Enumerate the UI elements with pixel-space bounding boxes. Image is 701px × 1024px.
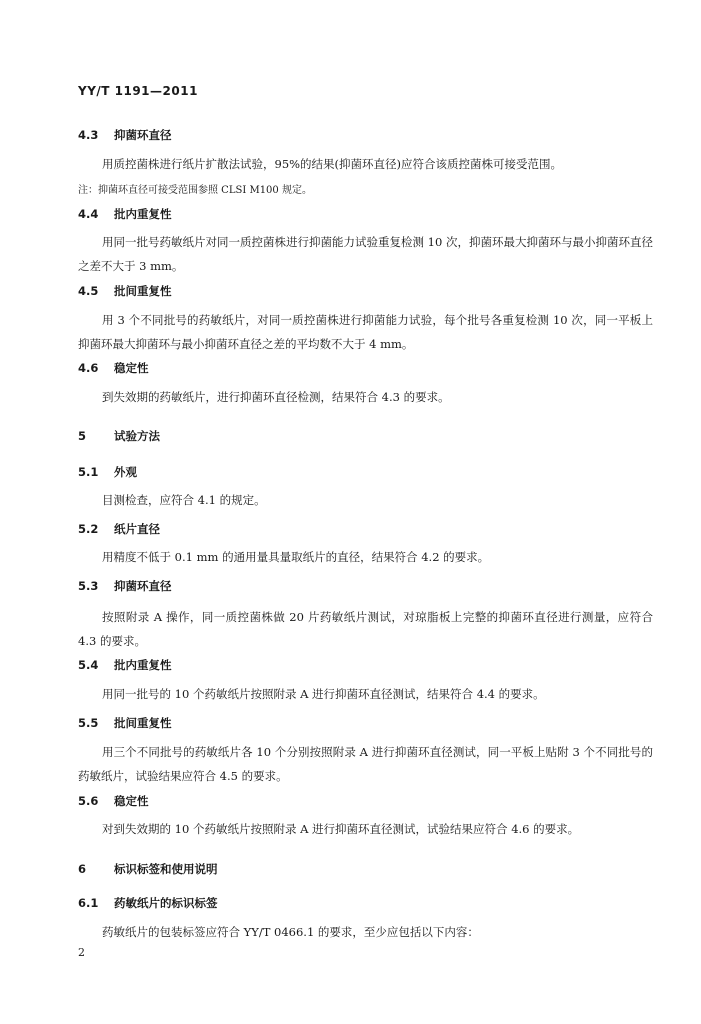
section-title: 批间重复性 [114,716,172,730]
paragraph-5-2: 用精度不低于 0.1 mm 的通用量具量取纸片的直径，结果符合 4.2 的要求。 [102,550,490,564]
paragraph-4-6: 到失效期的药敏纸片，进行抑菌环直径检测，结果符合 4.3 的要求。 [102,390,450,404]
section-title: 稳定性 [114,361,149,375]
section-heading-5 [78,428,160,444]
page-number: 2 [78,946,85,959]
section-number: 4.5 [78,284,99,298]
section-title: 批内重复性 [114,658,172,672]
section-title: 抑菌环直径 [114,579,172,593]
section-number: 6.1 [78,896,99,910]
paragraph-6-1: 药敏纸片的包装标签应符合 YY/T 0466.1 的要求，至少应包括以下内容： [102,925,479,939]
section-number: 5.6 [78,794,99,808]
section-heading-5-1 [78,464,137,480]
section-number: 5.1 [78,465,99,479]
section-number: 5.5 [78,716,99,730]
section-heading-5-5 [78,715,172,731]
paragraph-5-6: 对到失效期的 10 个药敏纸片按照附录 A 进行抑菌环直径测试，试验结果应符合 4.6 的要求。 [102,822,580,836]
section-heading-5-3 [78,578,172,594]
paragraph-5-5: 用三个不同批号的药敏纸片各 10 个分别按照附录 A 进行抑菌环直径测试，同一平板上贴附 3 个不同批号的药敏纸片，试验结果应符合 4.5 的要求。 [78,745,653,783]
paragraph-5-4: 用同一批号的 10 个药敏纸片按照附录 A 进行抑菌环直径测试，结果符合 4.4 的要求。 [102,687,545,701]
section-title: 外观 [114,465,137,479]
section-number: 5.4 [78,658,99,672]
section-title: 稳定性 [114,794,149,808]
section-number: 4.4 [78,207,99,221]
section-title: 批内重复性 [114,207,172,221]
section-title: 试验方法 [114,429,160,443]
document-header: YY/T 1191—2011 [78,84,198,98]
paragraph-5-3: 按照附录 A 操作，同一质控菌株做 20 片药敏纸片测试，对琼脂板上完整的抑菌环直径进行测量，应符合 4.3 的要求。 [78,610,653,648]
section-title: 批间重复性 [114,284,172,298]
section-title: 药敏纸片的标识标签 [114,896,218,910]
section-heading-6 [78,861,218,877]
section-title: 纸片直径 [114,522,160,536]
section-heading-5-4 [78,657,172,673]
section-heading-4-3 [78,127,172,143]
note-4-3: 注：抑菌环直径可接受范围参照 CLSI M100 规定。 [78,185,312,196]
section-heading-4-5 [78,283,172,299]
section-number: 5.2 [78,522,99,536]
paragraph-4-3: 用质控菌株进行纸片扩散法试验，95%的结果(抑菌环直径)应符合该质控菌株可接受范围。 [102,157,563,171]
section-heading-5-2 [78,521,160,537]
section-number: 6 [78,862,87,876]
section-heading-6-1 [78,895,218,911]
section-number: 4.3 [78,128,99,142]
section-title: 标识标签和使用说明 [114,862,218,876]
paragraph-4-4: 用同一批号药敏纸片对同一质控菌株进行抑菌能力试验重复检测 10 次，抑菌环最大抑菌环与最小抑菌环直径之差不大于 3 mm。 [78,235,653,273]
section-number: 5 [78,429,87,443]
section-heading-5-6 [78,793,149,809]
paragraph-5-1: 目测检查，应符合 4.1 的规定。 [102,493,266,507]
section-heading-4-4 [78,206,172,222]
section-title: 抑菌环直径 [114,128,172,142]
section-number: 5.3 [78,579,99,593]
paragraph-4-5: 用 3 个不同批号的药敏纸片，对同一质控菌株进行抑菌能力试验，每个批号各重复检测 10 次，同一平板上抑菌环最大抑菌环与最小抑菌环直径之差的平均数不大于 4 mm。 [78,313,653,351]
section-heading-4-6 [78,360,149,376]
section-number: 4.6 [78,361,99,375]
